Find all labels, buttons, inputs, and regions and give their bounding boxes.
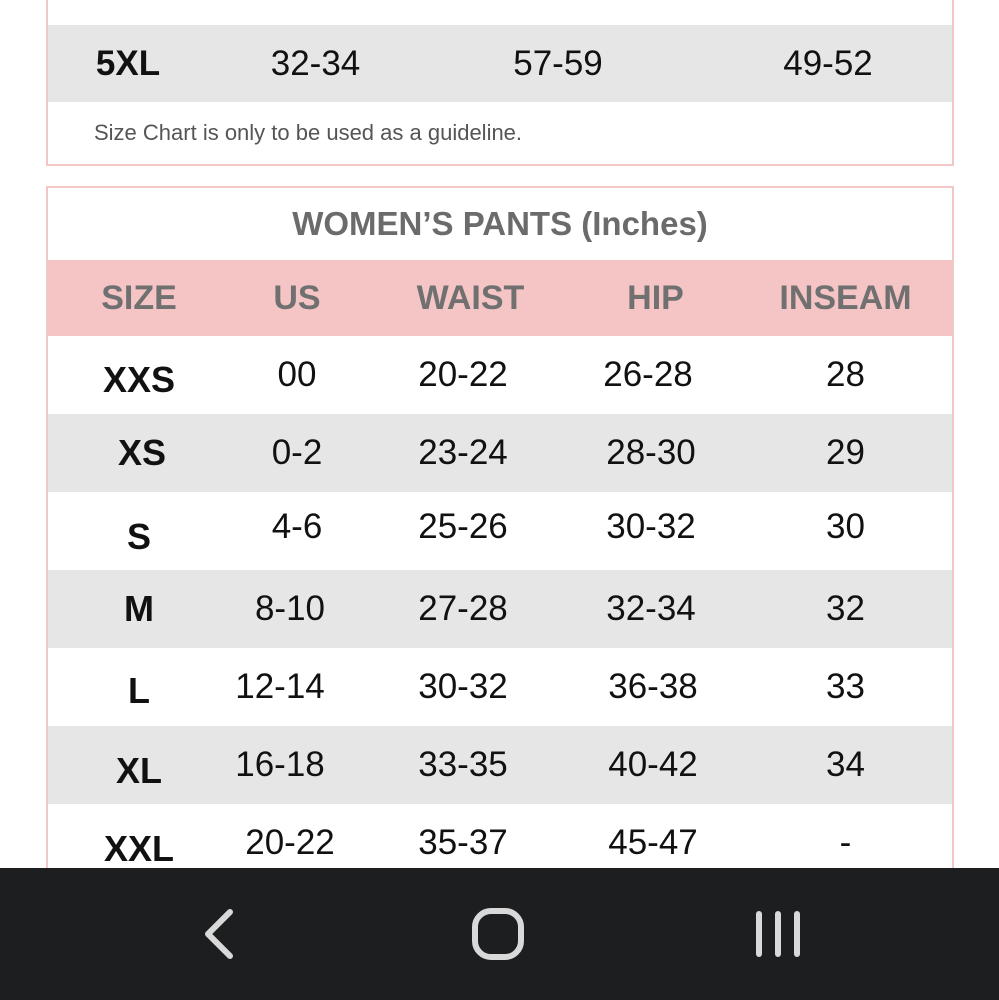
table-row xyxy=(48,414,952,492)
inseam-cell: 28 xyxy=(826,355,865,394)
size-cell: S xyxy=(126,516,151,557)
size-cell: M xyxy=(124,588,154,629)
us-cell: 4-6 xyxy=(271,507,323,546)
table-row xyxy=(48,570,952,648)
inseam-cell: 30 xyxy=(826,507,865,546)
waist-cell: 25-26 xyxy=(418,507,508,546)
us-cell: 16-18 xyxy=(235,745,325,784)
waist-cell: 27-28 xyxy=(418,589,508,628)
size-cell: XXS xyxy=(102,359,176,400)
hip-cell: 45-47 xyxy=(608,823,698,862)
inseam-cell: 33 xyxy=(826,667,865,706)
header-us: US xyxy=(273,278,321,317)
table-title: WOMEN’S PANTS (Inches) xyxy=(292,205,708,242)
hip-cell: 30-32 xyxy=(606,507,696,546)
us-cell: 00 xyxy=(277,355,317,394)
inseam-cell: 29 xyxy=(826,433,865,472)
home-button[interactable] xyxy=(438,868,558,1000)
recents-icon xyxy=(753,910,803,958)
size-cell: XS xyxy=(117,432,167,473)
waist-cell: 30-32 xyxy=(418,667,508,706)
back-icon xyxy=(200,906,240,962)
header-hip: HIP xyxy=(627,278,684,317)
hip-cell: 40-42 xyxy=(608,745,698,784)
table-row-partial xyxy=(48,0,952,25)
womens-pants-table xyxy=(46,186,954,868)
size-cell: L xyxy=(128,670,150,711)
us-cell: 8-10 xyxy=(254,589,326,628)
waist-cell: 23-24 xyxy=(418,433,508,472)
header-waist: WAIST xyxy=(416,278,525,317)
table-row xyxy=(48,726,952,804)
us-cell: 12-14 xyxy=(235,667,325,706)
inseam-cell: 34 xyxy=(826,745,865,784)
table-row xyxy=(48,648,952,726)
table-header-row xyxy=(48,260,952,336)
inseam-cell: 32 xyxy=(826,589,865,628)
hip-cell: 28-30 xyxy=(606,433,696,472)
hip-cell: 26-28 xyxy=(603,355,693,394)
inseam-cell: - xyxy=(839,823,852,862)
guideline-note: Size Chart is only to be used as a guideline. xyxy=(94,120,523,145)
hip-cell: 36-38 xyxy=(608,667,698,706)
waist-cell: 33-35 xyxy=(418,745,508,784)
table-row xyxy=(48,804,952,868)
waist-cell: 35-37 xyxy=(418,823,508,862)
us-cell: 20-22 xyxy=(245,823,335,862)
table-row xyxy=(48,25,952,102)
header-size: SIZE xyxy=(101,278,177,317)
size-cell: 5XL xyxy=(95,43,161,83)
us-cell: 0-2 xyxy=(271,433,323,472)
waist-cell: 20-22 xyxy=(418,355,508,394)
table-row xyxy=(48,336,952,414)
value-cell: 32-34 xyxy=(270,43,361,83)
value-cell: 49-52 xyxy=(783,43,873,83)
hip-cell: 32-34 xyxy=(606,589,696,628)
system-navigation-bar xyxy=(0,868,999,1000)
size-cell: XXL xyxy=(103,828,174,868)
home-icon xyxy=(470,906,526,962)
table-row xyxy=(48,492,952,570)
size-table-top xyxy=(46,0,954,166)
recents-button[interactable] xyxy=(718,868,838,1000)
size-cell: XL xyxy=(115,750,162,791)
header-inseam: INSEAM xyxy=(779,278,912,317)
back-button[interactable] xyxy=(160,868,280,1000)
value-cell: 57-59 xyxy=(513,43,603,83)
